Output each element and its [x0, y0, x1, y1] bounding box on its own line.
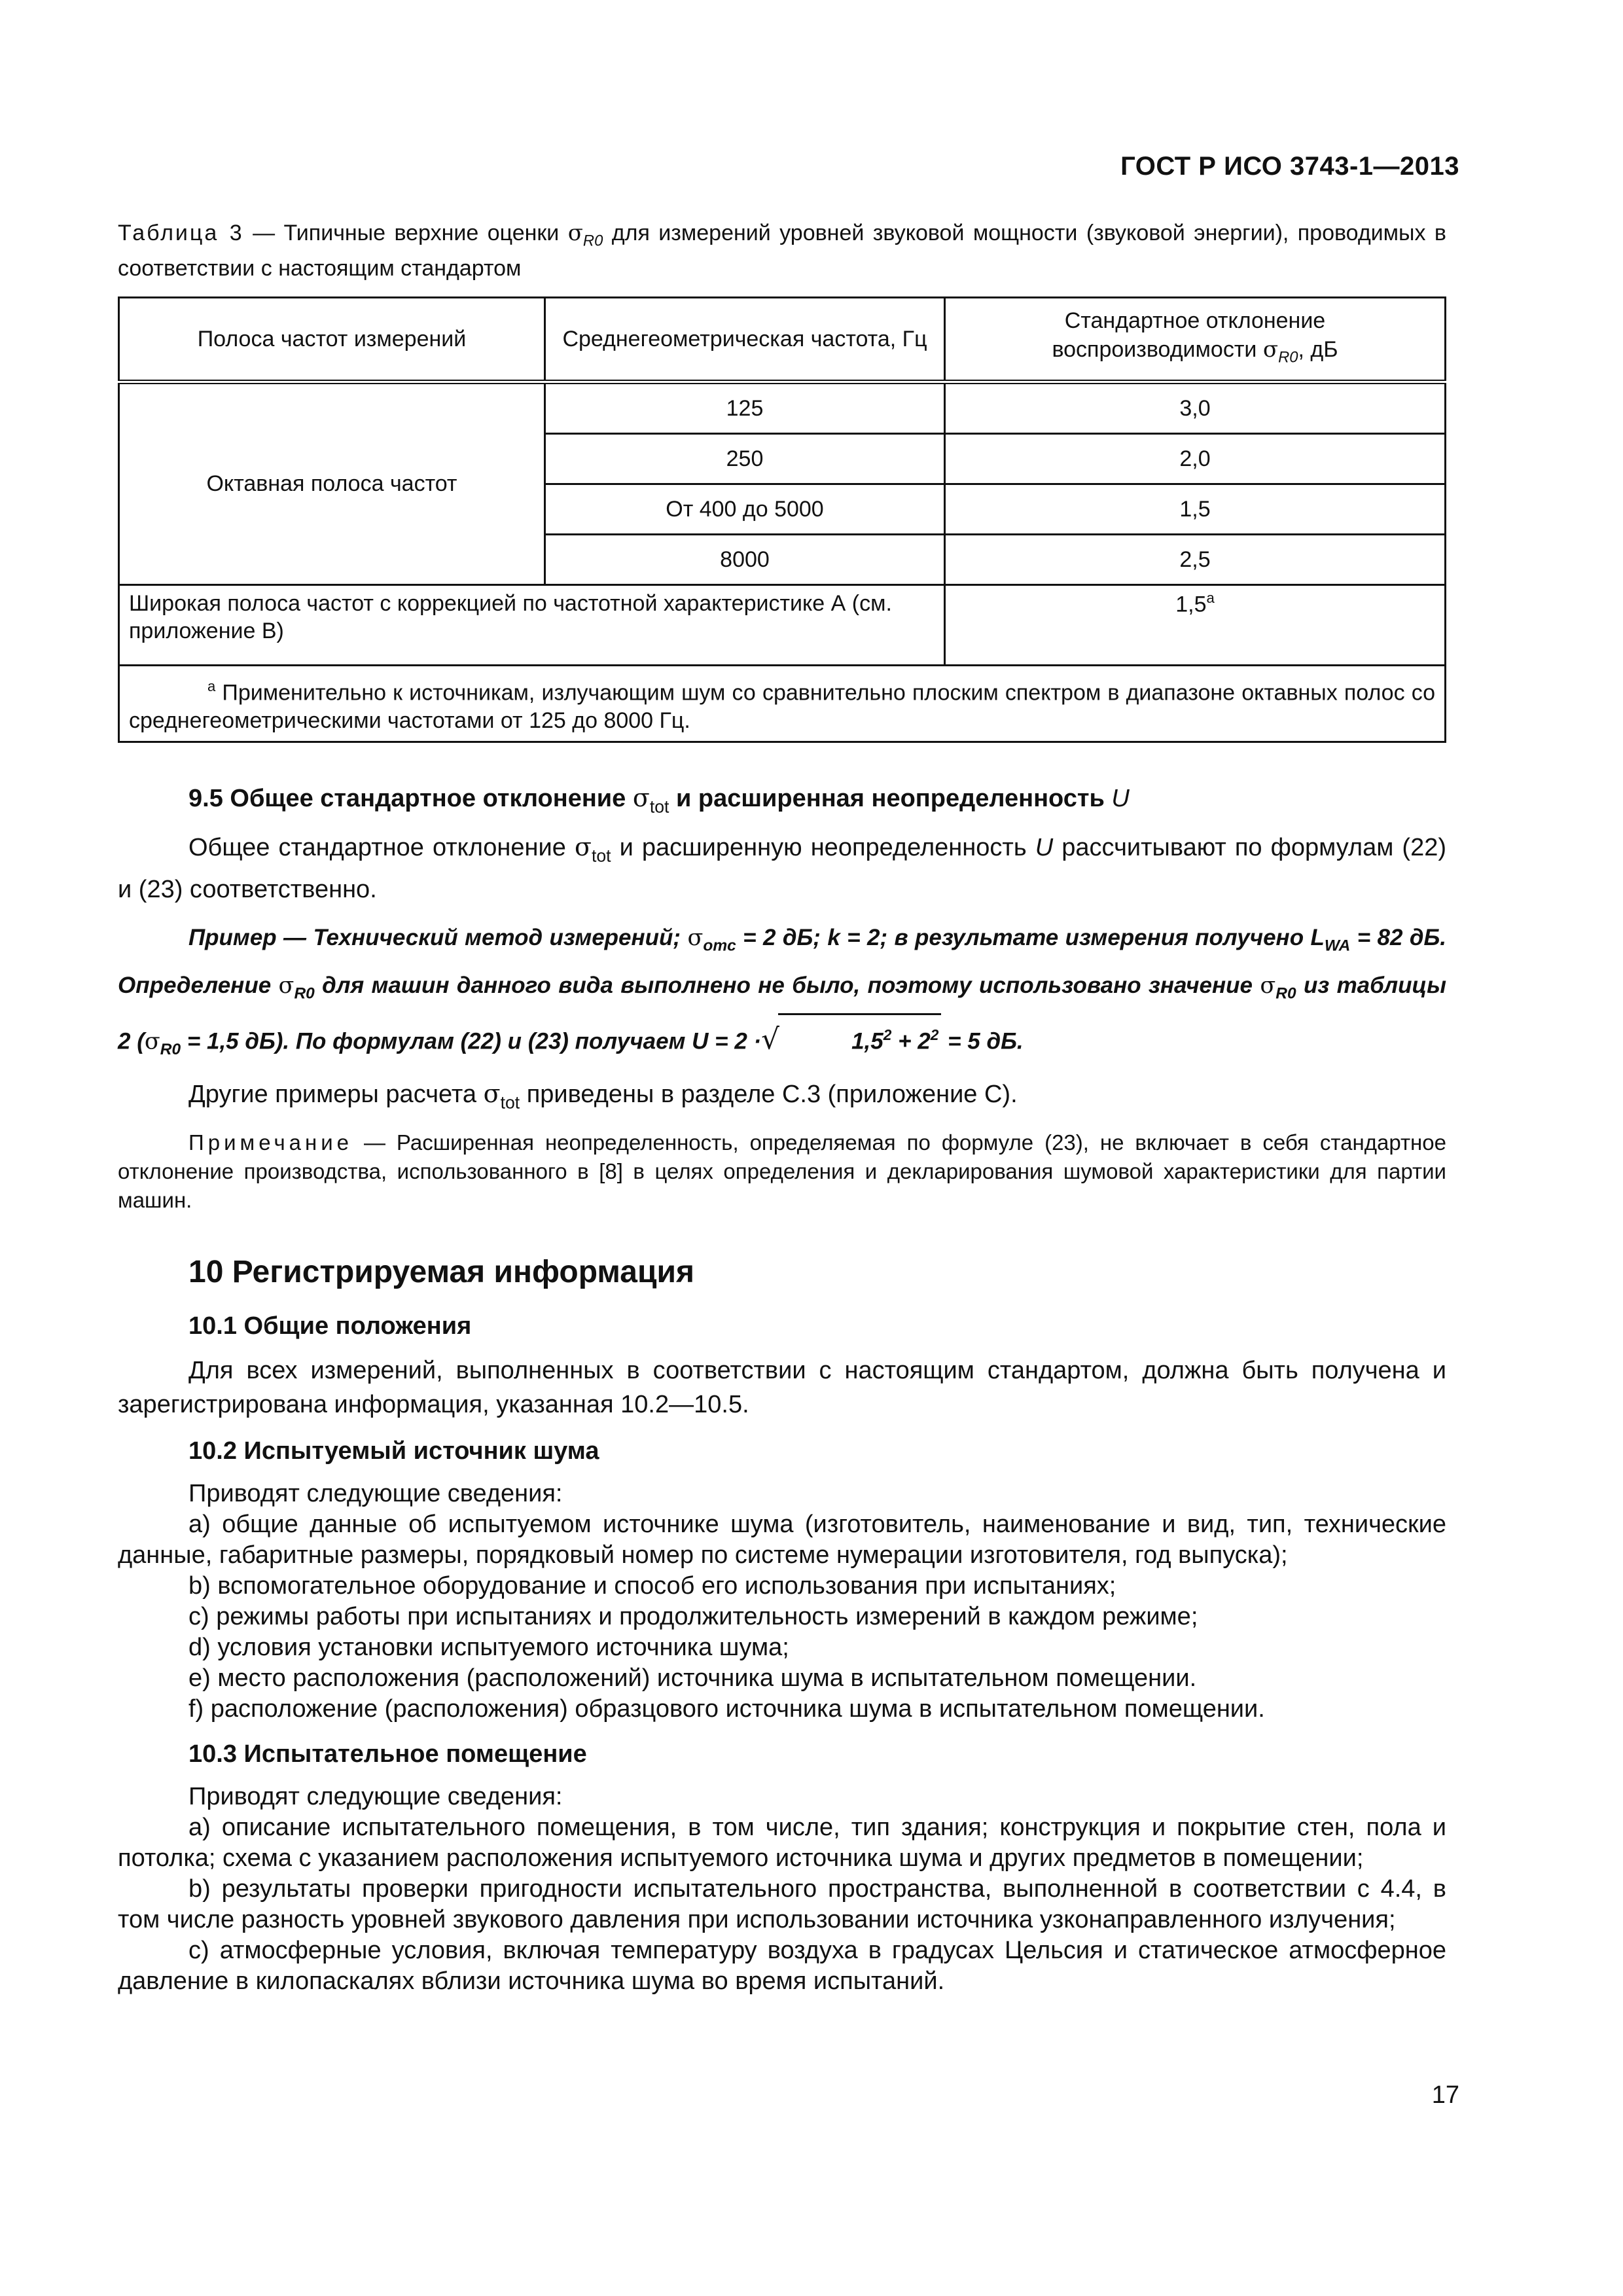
section-number: 9.5: [188, 784, 223, 812]
header-deviation: [945, 298, 1446, 382]
list-item: f) расположение (расположения) образцового источника шума в испытательном помещении.: [188, 1695, 1265, 1723]
list-item: e) место расположения (расположений) источника шума в испытательном помещении.: [188, 1664, 1197, 1692]
subscript: tot: [591, 846, 611, 866]
sigma-symbol: σ: [687, 925, 704, 952]
note-text: — Расширенная неопределенность, определяемая по формуле (23), не включает в себя стандартное отклонение производства, использованного в [8] в целях определения и декларирования шумовой характеристики для партии машин.: [118, 1130, 1446, 1212]
subscript: WA: [1324, 937, 1351, 955]
sigma-symbol: σ: [1262, 336, 1279, 363]
subscript: R0: [1275, 984, 1296, 1003]
sigma-symbol: σ: [483, 1079, 501, 1108]
header-deviation-line1: Стандартное отклонение: [1064, 308, 1326, 334]
subscript: tot: [649, 796, 669, 816]
symbol-l: L: [1310, 925, 1325, 951]
sigma-symbol: σ: [574, 832, 592, 861]
text: приведены в разделе С.3 (приложение С).: [520, 1080, 1018, 1108]
broadband-value-text: 1,5: [1175, 592, 1207, 617]
text: и расширенную неопределенность: [611, 833, 1035, 861]
subscript: R0: [294, 984, 315, 1003]
value-cell: 2,5: [945, 535, 1446, 585]
page-number: 17: [1431, 2081, 1459, 2109]
standard-designation: ГОСТ Р ИСО 3743-1—2013: [1120, 152, 1459, 181]
section-9-5-heading: [188, 783, 1446, 817]
list-item: a) описание испытательного помещения, в том числе, тип здания; конструкция и покрытие стен, пола и потолка; схема с указанием расположения испытуемого источника шума и других предметов в помещении;: [118, 1813, 1446, 1872]
paragraph-10-1: Для всех измерений, выполненных в соответствии с настоящим стандартом, должна быть получена и зарегистрирована информация, указанная 10.2—10.5.: [118, 1356, 1446, 1418]
note-paragraph: [118, 1128, 1446, 1215]
superscript: 2: [883, 1026, 892, 1044]
table-caption-text-2: для измерений уровней звуковой мощности (звуковой энергии), проводимых в соответствии с настоящим стандартом: [118, 221, 1446, 281]
table-footnote: [119, 666, 1446, 742]
text: = 2; в результате измерения получено: [840, 925, 1311, 951]
symbol-u: U: [1035, 833, 1054, 861]
list-intro: Приводят следующие сведения:: [188, 1479, 563, 1507]
table-caption-lead: Таблица 3: [118, 221, 244, 245]
text: 1,5: [851, 1028, 883, 1054]
text: Общее стандартное отклонение: [188, 833, 575, 861]
list-10-2: [118, 1479, 1446, 1725]
text: + 2: [891, 1028, 931, 1054]
value-cell: 3,0: [945, 382, 1446, 434]
section-10-1-heading: 10.1 Общие положения: [188, 1312, 472, 1340]
page-content: [118, 219, 1446, 1997]
header-frequency: Среднегеометрическая частота, Гц: [545, 298, 945, 382]
table-row-broadband: [119, 585, 1446, 666]
frequency-cell: 8000: [545, 535, 945, 585]
text: = 5 дБ.: [941, 1028, 1024, 1054]
table-3: [118, 296, 1446, 742]
note-label: Примечание: [188, 1130, 353, 1155]
text: рассчитывают по формулам (22) и (23) соответственно.: [118, 833, 1446, 904]
table-footnote-row: [119, 666, 1446, 742]
text: = 2 дБ;: [736, 925, 828, 951]
footnote-mark: a: [207, 678, 216, 695]
paragraph-other-examples: [118, 1077, 1446, 1119]
symbol-u: U: [692, 1028, 709, 1054]
header-deviation-unit: , дБ: [1298, 337, 1338, 363]
value-cell: 1,5: [945, 484, 1446, 535]
list-item: b) результаты проверки пригодности испытательного пространства, выполненной в соответствии с 4.4, в том числе разность уровней звукового давления при использовании источника узконаправленного излучения;: [118, 1874, 1446, 1933]
text: Пример — Технический метод измерений;: [188, 925, 688, 951]
symbol-u: U: [1111, 784, 1130, 812]
value-cell: 2,0: [945, 434, 1446, 484]
header-deviation-line2: воспроизводимости: [1052, 337, 1263, 363]
frequency-cell: 125: [545, 382, 945, 434]
table-caption-text: — Типичные верхние оценки: [243, 221, 568, 245]
square-root-body: [778, 1013, 941, 1062]
list-10-3: [118, 1782, 1446, 1997]
list-item: d) условия установки испытуемого источника шума;: [188, 1633, 789, 1661]
sigma-symbol: σ: [632, 783, 650, 812]
subscript: R0: [160, 1041, 181, 1059]
heading-text-2: и расширенная неопределенность: [669, 784, 1112, 812]
sigma-symbol: σ: [144, 1028, 160, 1055]
square-root-icon: √: [761, 1022, 780, 1056]
section-10-heading: 10 Регистрируемая информация: [188, 1254, 694, 1289]
text: = 82 дБ. Определение: [118, 925, 1447, 998]
superscript: 2: [930, 1026, 939, 1044]
example-paragraph: [118, 918, 1446, 1069]
table-caption: [118, 219, 1446, 282]
table-header-row: [119, 298, 1446, 382]
header-band: Полоса частот измерений: [119, 298, 545, 382]
frequency-cell: 250: [545, 434, 945, 484]
list-item: c) атмосферные условия, включая температуру воздуха в градусах Цельсия и статическое атмосферное давление в килопаскалях вблизи источника шума во время испытаний.: [118, 1936, 1446, 1995]
table-footnote-body: [129, 673, 1435, 734]
paragraph-9-5: [118, 830, 1446, 906]
sigma-symbol: σ: [278, 972, 294, 999]
text: из таблицы 2 (: [118, 972, 1447, 1054]
broadband-label: Широкая полоса частот с коррекцией по частотной характеристике А (см. приложение В): [119, 585, 945, 666]
text: = 1,5 дБ). По формулам (22) и (23) получаем: [181, 1028, 692, 1054]
text: для машин данного вида выполнено не было, поэтому использовано значение: [314, 972, 1260, 998]
subscript: omc: [703, 937, 736, 955]
table-row: [119, 382, 1446, 434]
text: Другие примеры расчета: [188, 1080, 484, 1108]
frequency-cell: От 400 до 5000: [545, 484, 945, 535]
text: = 2 ·: [708, 1028, 762, 1054]
sigma-symbol: σ: [1260, 972, 1276, 999]
heading-text: Общее стандартное отклонение: [223, 784, 633, 812]
section-10-3-heading: 10.3 Испытательное помещение: [188, 1740, 587, 1768]
subscript: R0: [1278, 348, 1298, 367]
list-item: c) режимы работы при испытаниях и продолжительность измерений в каждом режиме;: [188, 1602, 1198, 1630]
subscript: R0: [582, 232, 603, 250]
octave-band-label: Октавная полоса частот: [119, 382, 545, 585]
list-item: a) общие данные об испытуемом источнике шума (изготовитель, наименование и вид, тип, технические данные, габаритные размеры, порядковый номер по системе нумерации изготовителя, год выпуска);: [118, 1510, 1446, 1569]
list-intro: Приводят следующие сведения:: [188, 1782, 563, 1810]
section-10-2-heading: 10.2 Испытуемый источник шума: [188, 1437, 599, 1465]
list-item: b) вспомогательное оборудование и способ его использования при испытаниях;: [188, 1571, 1116, 1600]
subscript: tot: [500, 1092, 520, 1112]
symbol-k: k: [827, 925, 840, 951]
sigma-symbol: σ: [567, 220, 583, 246]
broadband-value: [945, 585, 1446, 666]
footnote-ref: a: [1206, 590, 1215, 607]
footnote-text: Применительно к источникам, излучающим шум со сравнительно плоским спектром в диапазоне октавных полос со среднегеометрическими частотами от 125 до 8000 Гц.: [129, 680, 1435, 733]
